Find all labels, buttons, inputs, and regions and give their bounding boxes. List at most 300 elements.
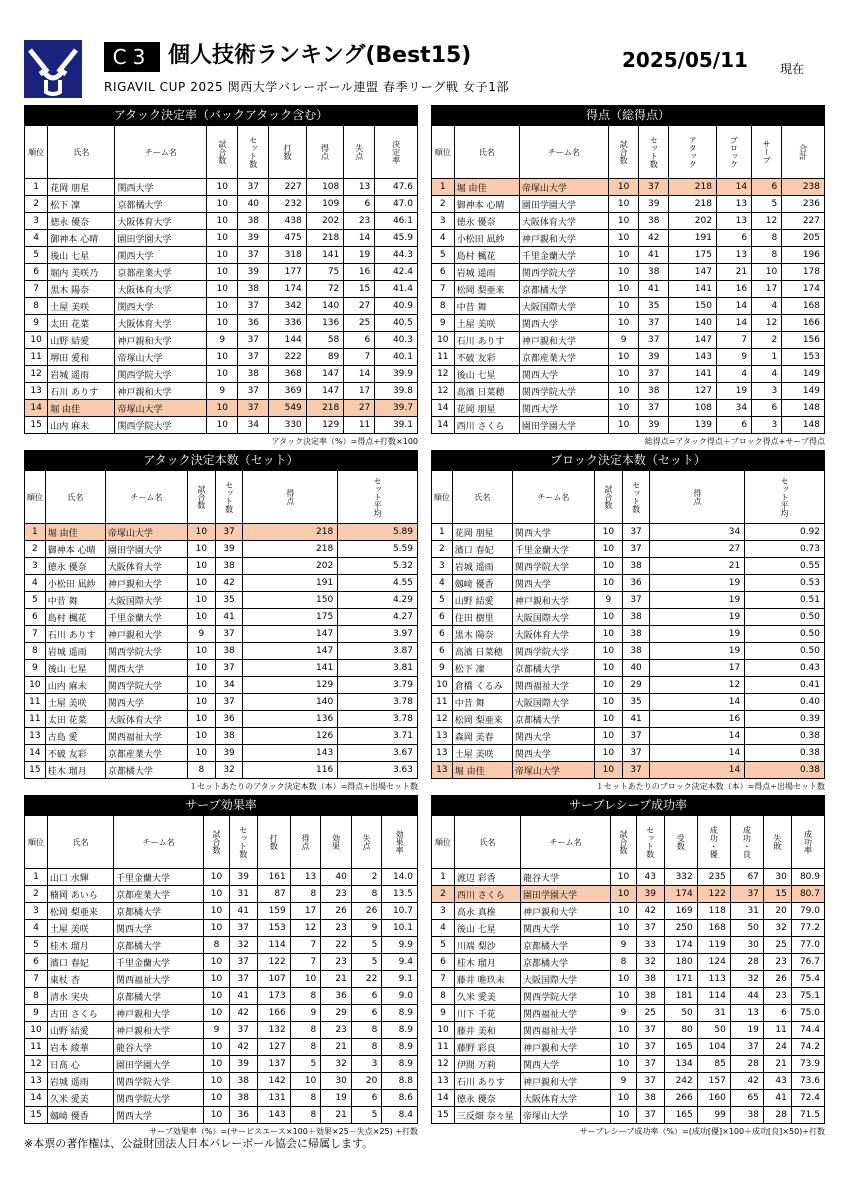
table-cell: 土屋 美咲 bbox=[452, 745, 512, 762]
table-cell: 2 bbox=[25, 886, 48, 903]
table-row bbox=[432, 366, 825, 383]
table-cell: 39 bbox=[215, 541, 243, 558]
table-cell: 大阪体育大学 bbox=[115, 281, 207, 298]
column-header: 失敗 bbox=[763, 816, 791, 869]
table-cell: 5 bbox=[432, 937, 455, 954]
table-cell: 13 bbox=[432, 1073, 455, 1090]
table-cell: 石川 ありす bbox=[454, 1073, 520, 1090]
table-cell: 31 bbox=[697, 1005, 730, 1022]
table-cell: 関西大学 bbox=[521, 920, 611, 937]
table-cell: 14 bbox=[344, 366, 375, 383]
page-title: 個人技術ランキング(Best15) bbox=[168, 43, 472, 68]
table-cell: 大阪国際大学 bbox=[521, 971, 611, 988]
table-cell: 165 bbox=[664, 1107, 697, 1124]
table-row bbox=[25, 937, 418, 954]
table-cell: 38 bbox=[238, 281, 269, 298]
table-row bbox=[25, 762, 418, 779]
table-cell: 13 bbox=[25, 383, 48, 400]
table-cell: 桂木 瑠月 bbox=[45, 762, 105, 779]
table-cell: 三反畑 奈々星 bbox=[454, 1107, 520, 1124]
table-cell: 6 bbox=[432, 626, 453, 643]
table-cell: 3.78 bbox=[338, 694, 418, 711]
table-cell: 10 bbox=[594, 694, 622, 711]
table-cell: 318 bbox=[269, 247, 306, 264]
table-cell: 14 bbox=[650, 728, 745, 745]
table-cell: 京都橘大学 bbox=[521, 954, 611, 971]
table-cell: 3 bbox=[351, 1056, 382, 1073]
table-cell: 10 bbox=[207, 196, 238, 213]
table-cell: 8 bbox=[290, 1022, 321, 1039]
table-cell: 10 bbox=[204, 1005, 229, 1022]
table-cell: 中昔 舞 bbox=[452, 694, 512, 711]
table-cell: 10 bbox=[204, 1107, 229, 1124]
table-cell: 9 bbox=[25, 660, 46, 677]
table-cell: 157 bbox=[697, 1073, 730, 1090]
table-cell: 10 bbox=[594, 762, 622, 779]
table-cell: 帝塚山大学 bbox=[115, 349, 207, 366]
table-cell: 後山 七星 bbox=[454, 366, 519, 383]
table-cell: 218 bbox=[669, 196, 717, 213]
table-row bbox=[25, 903, 418, 920]
table-cell: 関西大学 bbox=[115, 298, 207, 315]
table-cell: 34 bbox=[215, 677, 243, 694]
table-cell: 41 bbox=[639, 281, 669, 298]
table-cell: 36 bbox=[215, 711, 243, 728]
table-cell: 0.53 bbox=[745, 575, 825, 592]
table-cell: 関西福祉大学 bbox=[521, 1005, 611, 1022]
table-cell: 19 bbox=[730, 1022, 763, 1039]
ranking-table bbox=[24, 125, 418, 434]
table-cell: 77.2 bbox=[791, 920, 824, 937]
table-cell: 15 bbox=[432, 1107, 455, 1124]
table-cell: 徳永 優奈 bbox=[454, 1090, 520, 1107]
table-cell: 9.1 bbox=[382, 971, 418, 988]
ranking-table bbox=[24, 815, 418, 1124]
table-cell: 8.9 bbox=[382, 1022, 418, 1039]
table-cell: 42.4 bbox=[375, 264, 418, 281]
table-cell: 帝塚山大学 bbox=[519, 179, 608, 196]
table-cell: 19 bbox=[650, 643, 745, 660]
table-row bbox=[432, 694, 825, 711]
table-cell: 37 bbox=[238, 247, 269, 264]
table-row bbox=[25, 247, 418, 264]
table-cell: 10.7 bbox=[382, 903, 418, 920]
table-cell: 35 bbox=[215, 592, 243, 609]
table-cell: 岩城 遥雨 bbox=[45, 643, 105, 660]
table-cell: 143 bbox=[669, 349, 717, 366]
table-cell: 黒木 陽奈 bbox=[452, 626, 512, 643]
table-cell: 34 bbox=[650, 524, 745, 541]
table-cell: 倉橋 くるみ bbox=[452, 677, 512, 694]
table-cell: 205 bbox=[782, 230, 825, 247]
table-cell: 後山 七星 bbox=[454, 920, 520, 937]
table-cell: 2 bbox=[351, 869, 382, 886]
table-cell: 181 bbox=[664, 988, 697, 1005]
table-cell: 関西大学 bbox=[114, 920, 204, 937]
table-cell: 38 bbox=[238, 366, 269, 383]
table-cell: 3.63 bbox=[338, 762, 418, 779]
table-cell: 147 bbox=[669, 264, 717, 281]
table-cell: 9 bbox=[609, 332, 639, 349]
table-cell: 36 bbox=[238, 315, 269, 332]
table-cell: 島村 楓花 bbox=[454, 247, 519, 264]
table-cell: 171 bbox=[664, 971, 697, 988]
column-header: 打数 bbox=[257, 816, 290, 869]
table-cell: 129 bbox=[306, 417, 343, 434]
table-cell: 10 bbox=[207, 264, 238, 281]
table-cell: 38 bbox=[238, 213, 269, 230]
table-cell: 1 bbox=[25, 524, 46, 541]
table-row bbox=[25, 745, 418, 762]
table-row bbox=[25, 281, 418, 298]
table-cell: 42 bbox=[215, 575, 243, 592]
table-row bbox=[25, 1107, 418, 1124]
table-cell: 8 bbox=[25, 298, 48, 315]
table-cell: 218 bbox=[243, 524, 338, 541]
table-cell: 千里金蘭大学 bbox=[519, 247, 608, 264]
column-header: 失点 bbox=[351, 816, 382, 869]
table-row bbox=[432, 281, 825, 298]
table-cell: 32 bbox=[321, 1056, 352, 1073]
table-cell: 小松田 凪紗 bbox=[454, 230, 519, 247]
table-cell: 大阪体育大学 bbox=[115, 213, 207, 230]
table-cell: 76.7 bbox=[791, 954, 824, 971]
table-cell: 47.0 bbox=[375, 196, 418, 213]
table-cell: 141 bbox=[669, 281, 717, 298]
table-cell: 39 bbox=[639, 196, 669, 213]
table-cell: 25 bbox=[344, 315, 375, 332]
table-cell: 14 bbox=[650, 694, 745, 711]
table-cell: 清水 実央 bbox=[47, 988, 113, 1005]
table-cell: 168 bbox=[782, 298, 825, 315]
table-cell: 165 bbox=[664, 1039, 697, 1056]
table-cell: 御神本 心晴 bbox=[454, 196, 519, 213]
table-cell: 6 bbox=[716, 230, 751, 247]
table-cell: 森岡 美春 bbox=[452, 728, 512, 745]
table-cell: 10 bbox=[187, 558, 215, 575]
table-cell: 関西大学 bbox=[115, 247, 207, 264]
table-cell: 73.9 bbox=[791, 1056, 824, 1073]
table-cell: 大阪体育大学 bbox=[115, 315, 207, 332]
table-cell: 3 bbox=[25, 213, 48, 230]
table-cell: 19 bbox=[650, 609, 745, 626]
table-cell: 10 bbox=[207, 230, 238, 247]
table-cell: 153 bbox=[782, 349, 825, 366]
table-row bbox=[432, 332, 825, 349]
table-cell: 10 bbox=[611, 886, 636, 903]
table-row bbox=[25, 298, 418, 315]
table-cell: 龍谷大学 bbox=[521, 869, 611, 886]
table-cell: 帝塚山大学 bbox=[115, 400, 207, 417]
table-cell: 関西大学 bbox=[114, 1107, 204, 1124]
table-row bbox=[25, 332, 418, 349]
table-cell: 関西大学 bbox=[512, 745, 594, 762]
table-cell: 31 bbox=[730, 903, 763, 920]
table-cell: 中昔 舞 bbox=[45, 592, 105, 609]
table-row bbox=[25, 400, 418, 417]
table-cell: 17 bbox=[290, 903, 321, 920]
table-cell: 21 bbox=[321, 1107, 352, 1124]
table-cell: 関西大学 bbox=[512, 728, 594, 745]
table-cell: 10 bbox=[187, 677, 215, 694]
table-cell: 岩城 遥雨 bbox=[452, 558, 512, 575]
table-cell: 1 bbox=[752, 349, 782, 366]
table-cell: 関西学院大学 bbox=[115, 417, 207, 434]
table-cell: 関西福祉大学 bbox=[105, 728, 187, 745]
table-cell: 144 bbox=[269, 332, 306, 349]
table-cell: 神戸親和大学 bbox=[105, 575, 187, 592]
table-cell: 23 bbox=[321, 886, 352, 903]
table-cell: 44 bbox=[730, 988, 763, 1005]
ranking-table bbox=[431, 470, 825, 779]
table-cell: 13 bbox=[432, 728, 453, 745]
table-cell: 2 bbox=[432, 886, 455, 903]
table-cell: 10 bbox=[207, 400, 238, 417]
table-row bbox=[432, 711, 825, 728]
table-cell: 28 bbox=[763, 1107, 791, 1124]
column-header: 氏名 bbox=[45, 471, 105, 524]
table-cell: 39 bbox=[639, 417, 669, 434]
table-cell: 12 bbox=[432, 1056, 455, 1073]
table-cell: 10 bbox=[207, 366, 238, 383]
table-cell: 124 bbox=[697, 954, 730, 971]
table-cell: 8.9 bbox=[382, 1039, 418, 1056]
table-cell: 桂木 瑠月 bbox=[454, 954, 520, 971]
table-row bbox=[25, 609, 418, 626]
table-cell: 113 bbox=[697, 971, 730, 988]
table-cell: 222 bbox=[269, 349, 306, 366]
table-cell: 龍谷大学 bbox=[114, 1039, 204, 1056]
table-cell: 37 bbox=[639, 332, 669, 349]
table-cell: 38 bbox=[639, 264, 669, 281]
table-row bbox=[432, 1073, 825, 1090]
table-cell: 8 bbox=[290, 988, 321, 1005]
table-cell: 園田学園大学 bbox=[521, 886, 611, 903]
table-row bbox=[25, 626, 418, 643]
table-cell: 43 bbox=[763, 1073, 791, 1090]
table-cell: 39 bbox=[229, 869, 257, 886]
table-cell: 14 bbox=[432, 400, 455, 417]
table-cell: 10 bbox=[594, 660, 622, 677]
table-cell: 37 bbox=[215, 660, 243, 677]
table-cell: 8 bbox=[25, 643, 46, 660]
table-cell: 475 bbox=[269, 230, 306, 247]
table-cell: 127 bbox=[669, 383, 717, 400]
table-row bbox=[432, 349, 825, 366]
table-cell: 41 bbox=[229, 988, 257, 1005]
table-cell: 10 bbox=[187, 609, 215, 626]
table-row bbox=[25, 1005, 418, 1022]
table-cell: 10 bbox=[611, 1056, 636, 1073]
table-cell: 神戸親和大学 bbox=[114, 1005, 204, 1022]
table-cell: 47.6 bbox=[375, 179, 418, 196]
table-cell: 0.50 bbox=[745, 626, 825, 643]
table-cell: 3 bbox=[432, 558, 453, 575]
table-cell: 関西学院大学 bbox=[114, 1090, 204, 1107]
table-cell: 21 bbox=[716, 264, 751, 281]
table-cell: 10 bbox=[752, 264, 782, 281]
table-cell: 5 bbox=[25, 592, 46, 609]
table-row bbox=[25, 694, 418, 711]
table-cell: 37 bbox=[215, 694, 243, 711]
table-cell: 39 bbox=[229, 1056, 257, 1073]
table-cell: 37 bbox=[229, 954, 257, 971]
table-cell: 関西大学 bbox=[521, 1056, 611, 1073]
table-cell: 40 bbox=[238, 196, 269, 213]
table-cell: 堀内 美咲乃 bbox=[48, 264, 115, 281]
table-cell: 10 bbox=[594, 643, 622, 660]
table-cell: 13 bbox=[344, 179, 375, 196]
table-cell: 後山 七星 bbox=[45, 660, 105, 677]
table-row bbox=[432, 213, 825, 230]
table-cell: 50 bbox=[697, 1022, 730, 1039]
table-cell: 114 bbox=[697, 988, 730, 1005]
table-cell: 9 bbox=[716, 349, 751, 366]
table-cell: 42 bbox=[639, 230, 669, 247]
table-cell: 177 bbox=[269, 264, 306, 281]
table-cell: 9 bbox=[611, 1073, 636, 1090]
table-cell: 川端 梨沙 bbox=[454, 937, 520, 954]
table-cell: 京都橘大学 bbox=[114, 903, 204, 920]
table-cell: 京都橘大学 bbox=[114, 937, 204, 954]
table-cell: 202 bbox=[243, 558, 338, 575]
table-cell: 38 bbox=[215, 558, 243, 575]
table-cell: 神戸親和大学 bbox=[521, 1039, 611, 1056]
table-cell: 37 bbox=[229, 971, 257, 988]
table-cell: 関西大学 bbox=[512, 524, 594, 541]
table-cell: 6 bbox=[716, 417, 751, 434]
table-cell: 14 bbox=[716, 298, 751, 315]
table-cell: 関西大学 bbox=[519, 400, 608, 417]
table-cell: 9 bbox=[207, 332, 238, 349]
table-cell: 32 bbox=[763, 920, 791, 937]
table-cell: 330 bbox=[269, 417, 306, 434]
ranking-table bbox=[431, 125, 825, 434]
table-cell: 神戸親和大学 bbox=[519, 332, 608, 349]
table-cell: 41.4 bbox=[375, 281, 418, 298]
table-cell: 9 bbox=[351, 920, 382, 937]
table-cell: 10 bbox=[594, 728, 622, 745]
attack-rate-panel bbox=[24, 105, 418, 447]
table-cell: 16 bbox=[716, 281, 751, 298]
table-cell: 150 bbox=[243, 592, 338, 609]
table-cell: 23 bbox=[321, 920, 352, 937]
table-cell: 19 bbox=[716, 383, 751, 400]
table-cell: 5 bbox=[351, 937, 382, 954]
table-cell: 39 bbox=[215, 745, 243, 762]
table-cell: 136 bbox=[243, 711, 338, 728]
table-cell: 10 bbox=[611, 920, 636, 937]
table-cell: 土屋 美咲 bbox=[47, 920, 113, 937]
table-cell: 山口 水輝 bbox=[47, 869, 113, 886]
table-row bbox=[25, 179, 418, 196]
table-cell: 41 bbox=[763, 1090, 791, 1107]
table-cell: 148 bbox=[782, 400, 825, 417]
table-cell: 8 bbox=[351, 1022, 382, 1039]
column-header: 氏名 bbox=[452, 471, 512, 524]
table-cell: 花岡 朋星 bbox=[452, 524, 512, 541]
table-cell: 松岡 梨亜来 bbox=[452, 711, 512, 728]
table-cell: 黒木 陽奈 bbox=[48, 281, 115, 298]
table-cell: 141 bbox=[306, 247, 343, 264]
table-cell: 園田学園大学 bbox=[115, 230, 207, 247]
table-cell: 10 bbox=[611, 1022, 636, 1039]
table-cell: 19 bbox=[650, 575, 745, 592]
table-cell: 10 bbox=[187, 728, 215, 745]
table-cell: 108 bbox=[306, 179, 343, 196]
table-cell: 38 bbox=[215, 728, 243, 745]
table-cell: 12 bbox=[290, 920, 321, 937]
table-row bbox=[432, 1056, 825, 1073]
table-cell: 10 bbox=[611, 903, 636, 920]
table-cell: 37 bbox=[636, 1039, 664, 1056]
table-cell: 5.89 bbox=[338, 524, 418, 541]
table-cell: 37 bbox=[622, 541, 650, 558]
table-cell: 伊間 万莉 bbox=[454, 1056, 520, 1073]
table-cell: 8 bbox=[351, 886, 382, 903]
table-row bbox=[25, 886, 418, 903]
table-cell: 6 bbox=[432, 609, 453, 626]
table-cell: 39.1 bbox=[375, 417, 418, 434]
table-cell: 10 bbox=[611, 869, 636, 886]
table-cell: 37 bbox=[238, 179, 269, 196]
panel-title: アタック決定本数（セット） bbox=[24, 450, 418, 470]
table-cell: 141 bbox=[669, 366, 717, 383]
table-cell: 10 bbox=[432, 1022, 455, 1039]
table-row bbox=[432, 626, 825, 643]
table-cell: 2 bbox=[25, 196, 48, 213]
table-cell: 266 bbox=[664, 1090, 697, 1107]
table-cell: 27 bbox=[344, 298, 375, 315]
table-cell: 12 bbox=[432, 383, 455, 400]
table-cell: 10 bbox=[609, 366, 639, 383]
table-cell: 堀 由佳 bbox=[45, 524, 105, 541]
table-cell: 46.1 bbox=[375, 213, 418, 230]
column-header: 順位 bbox=[25, 126, 48, 179]
table-cell: 75.1 bbox=[791, 988, 824, 1005]
table-cell: 3.67 bbox=[338, 745, 418, 762]
column-header: チーム名 bbox=[115, 126, 207, 179]
table-cell: 23 bbox=[763, 954, 791, 971]
formula-note: サーブレシーブ成功率（%）=(成功[優]×100＋成功[良]×50)÷打数 bbox=[579, 1127, 825, 1136]
table-row bbox=[432, 247, 825, 264]
column-header: 氏名 bbox=[454, 126, 519, 179]
table-cell: 8 bbox=[290, 1039, 321, 1056]
table-cell: 12 bbox=[25, 1056, 48, 1073]
table-cell: 12 bbox=[25, 366, 48, 383]
panel-title: 得点（総得点） bbox=[431, 105, 825, 125]
column-header: 得点 bbox=[306, 126, 343, 179]
table-cell: 38 bbox=[229, 1073, 257, 1090]
table-cell: 37 bbox=[622, 728, 650, 745]
table-cell: 10 bbox=[204, 988, 229, 1005]
table-cell: 関西学院大学 bbox=[512, 643, 594, 660]
table-cell: 関西大学 bbox=[512, 575, 594, 592]
table-cell: 149 bbox=[782, 366, 825, 383]
table-cell: 13 bbox=[432, 762, 453, 779]
table-cell: 京都橘大学 bbox=[512, 660, 594, 677]
table-cell: 4 bbox=[752, 298, 782, 315]
table-cell: 147 bbox=[669, 332, 717, 349]
table-cell: 37 bbox=[636, 1056, 664, 1073]
column-header: 打数 bbox=[269, 126, 306, 179]
table-cell: 7 bbox=[432, 281, 455, 298]
table-cell: 松岡 梨亜来 bbox=[454, 281, 519, 298]
table-cell: 114 bbox=[257, 937, 290, 954]
table-cell: 191 bbox=[243, 575, 338, 592]
table-cell: 14 bbox=[25, 400, 48, 417]
table-cell: 71.5 bbox=[791, 1107, 824, 1124]
